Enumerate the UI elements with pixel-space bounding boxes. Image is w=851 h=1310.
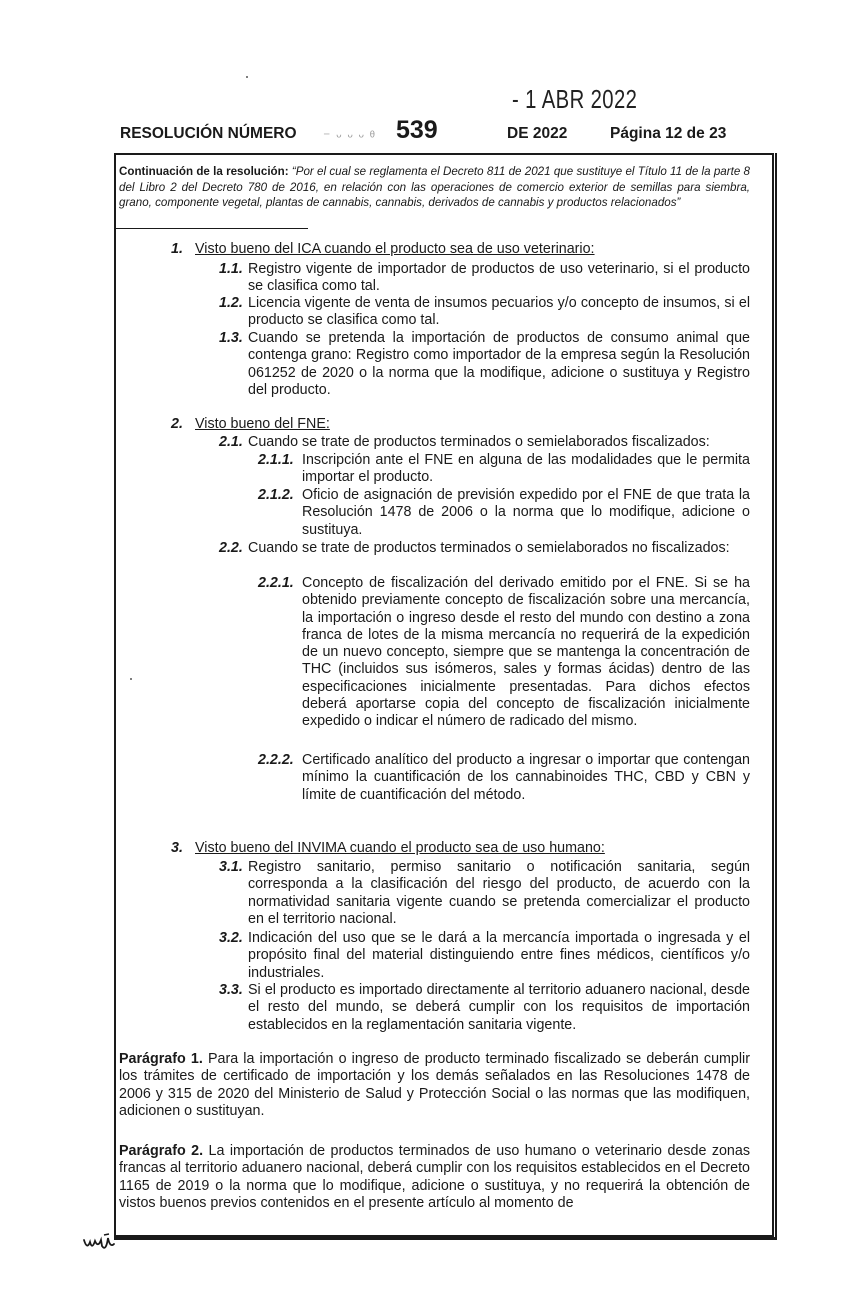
resolution-number: 539 [396,116,438,144]
section-title-fne: Visto bueno del FNE: [195,416,330,432]
section-title-ica: Visto bueno del ICA cuando el producto sea de uso veterinario: [195,241,595,257]
item-number: 2.2.2. [258,752,294,768]
resolution-label: RESOLUCIÓN NÚMERO [120,125,297,142]
item-number: 1.3. [219,330,243,346]
item-number: 2.2. [219,540,243,556]
paragraph-2 [119,1143,750,1212]
list-item: Concepto de fiscalización del derivado emitido por el FNE. Si se ha obtenido previamente concepto de fiscalización sobre una mercancía, la importación o ingreso desde el resto del mundo con destino a zona franca de lotes de la misma mercancía no requerirá de la expedición de un nuevo concepto, siempre que se mantenga la concentración de THC (incluidos sus isómeros, sales y formas ácidas) dentro de las especificaciones inicialmente presentadas. Para dichos efectos deberá aportarse copia del concepto de fiscalización inicialmente expedido o indicar el número de radicado del mismo. [302,575,750,730]
item-number: 2. [171,416,183,432]
list-item: Cuando se pretenda la importación de productos de consumo animal que contenga grano: Registro como importador de la empresa según la Resolución 061252 de 2020 o la norma que la modifique, adicione o sustituya y Registro del producto. [248,330,750,398]
continuation-rule [116,228,308,229]
continuation-text: “Por el cual se reglamenta el Decreto 811 de 2021 que sustituye el Título 11 de la parte 8 del Libro 2 del Decreto 780 de 2016, en relación con las operaciones de comercio exterior de semillas para siembra, grano, componente vegetal, plantas de cannabis, cannabis, derivados de cannabis y productos relacionados” [119,165,750,209]
page-indicator: Página 12 de 23 [610,125,727,142]
document-header [0,118,851,148]
item-number: 2.2.1. [258,575,294,591]
item-number: 3. [171,840,183,856]
item-number: 1. [171,241,183,257]
item-number: 3.1. [219,859,243,875]
list-item: Registro vigente de importador de productos de uso veterinario, si el producto se clasifica como tal. [248,261,750,295]
paragraph-label: Parágrafo 2. [119,1143,204,1159]
continuation-note [119,164,750,211]
paragraph-text: La importación de productos terminados de uso humano o veterinario desde zonas francas al territorio aduanero nacional, deberá cumplir con los requisitos establecidos en el Decreto 1165 de 2019 o la norma que lo modifique, adicione o sustituya, y no requerirá la obtención de vistos buenos previos contenidos en el presente artículo al momento de [119,1143,750,1211]
resolution-number-stamp-prefix: ⁻ ᵕ ᵕ ᵕ ᶿ [323,128,376,144]
list-item: Indicación del uso que se le dará a la mercancía importada o ingresada y el propósito final del material distinguiendo entre fines médicos, científicos y/o industriales. [248,930,750,981]
resolution-year: DE 2022 [507,125,568,142]
continuation-label: Continuación de la resolución: [119,165,289,178]
list-item: Cuando se trate de productos terminados o semielaborados no fiscalizados: [248,540,730,556]
received-date-stamp: - 1 ABR 2022 [512,84,638,114]
list-item: Si el producto es importado directamente al territorio aduanero nacional, desde el resto del mundo, se deberá cumplir con los requisitos de importación establecidos en la reglamentación sanitaria vigente. [248,982,750,1033]
paragraph-text: Para la importación o ingreso de producto terminado fiscalizado se deberán cumplir los trámites de certificado de importación y los demás señalados en las Resoluciones 1478 de 2006 y 315 de 2020 del Ministerio de Salud y Protección Social o las normas que las modifiquen, adicionen o sustituyan. [119,1051,750,1119]
item-number: 2.1.2. [258,487,294,503]
item-number: 3.2. [219,930,243,946]
item-number: 2.1.1. [258,452,294,468]
list-item: Cuando se trate de productos terminados o semielaborados fiscalizados: [248,434,710,450]
scan-speck [246,76,248,78]
list-item: Registro sanitario, permiso sanitario o notificación sanitaria, según corresponda a la clasificación del riesgo del producto, de acuerdo con la normatividad sanitaria vigente cuando se pretenda comercializar el producto en el territorio nacional. [248,859,750,927]
section-title-invima: Visto bueno del INVIMA cuando el producto sea de uso humano: [195,840,605,856]
list-item: Licencia vigente de venta de insumos pecuarios y/o concepto de insumos, si el producto se clasifica como tal. [248,295,750,329]
frame-shadow-bottom [114,1237,777,1240]
item-number: 3.3. [219,982,243,998]
list-item: Oficio de asignación de previsión expedido por el FNE de que trata la Resolución 1478 de 2006 o la norma que lo modifique, adicione o sustituya. [302,487,750,538]
paragraph-label: Parágrafo 1. [119,1051,203,1067]
frame-shadow-right [775,153,777,1239]
handwritten-initials [82,1230,116,1254]
list-item: Inscripción ante el FNE en alguna de las modalidades que le permita importar el producto. [302,452,750,486]
list-item: Certificado analítico del producto a ingresar o importar que contengan mínimo la cuantificación de los cannabinoides THC, CBD y CBN y límite de cuantificación del método. [302,752,750,803]
item-number: 1.2. [219,295,243,311]
item-number: 1.1. [219,261,243,277]
item-number: 2.1. [219,434,243,450]
paragraph-1 [119,1051,750,1120]
